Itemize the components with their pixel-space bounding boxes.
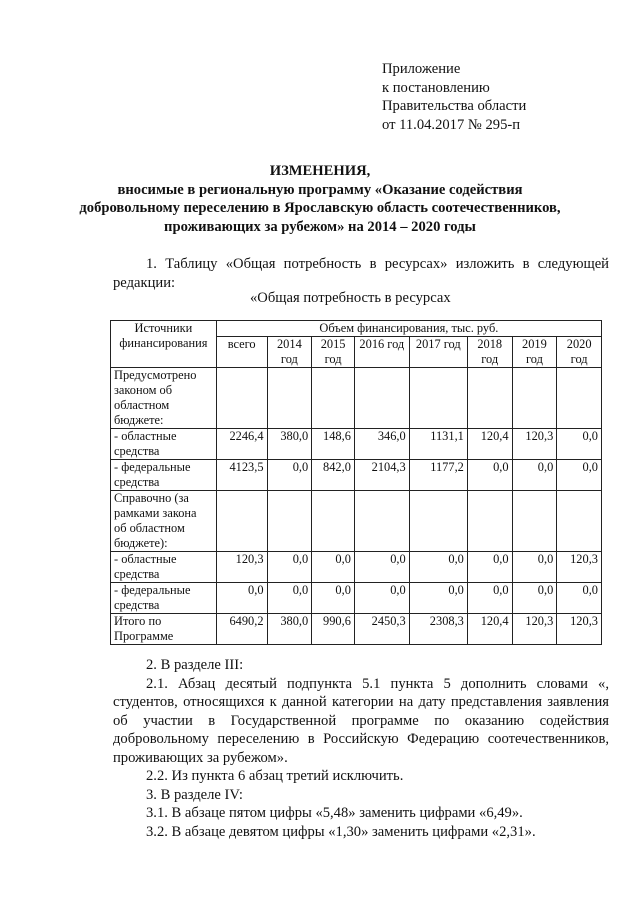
row-label: Итого по Программе [111,614,217,645]
cell-value: 2246,4 [216,429,267,460]
cell-value: 120,4 [467,614,512,645]
cell-value: 2450,3 [354,614,409,645]
header-year: 2015 год [312,337,355,368]
cell-value: 0,0 [312,552,355,583]
item-2-1: 2.1. Абзац десятый подпункта 5.1 пункта 5 дополнить словами «, студентов, относящихся к данной категории на дату представления заявления об участии в Государственной программе по оказанию содействия добровольному переселению в Российскую Федерацию соотечественников, проживающих за рубежом». [113,675,609,766]
appendix-block [382,60,526,134]
table-caption: «Общая потребность в ресурсах [250,290,451,306]
cell-value: 1177,2 [409,460,467,491]
table-row-total [111,614,602,645]
cell-value: 120,3 [512,614,557,645]
header-year: 2014 год [267,337,312,368]
cell-value: 148,6 [312,429,355,460]
header-year: 2018 год [467,337,512,368]
cell-value: 1131,1 [409,429,467,460]
table-row [111,552,602,583]
item-3-1: 3.1. В абзаце пятом цифры «5,48» заменить цифрами «6,49». [146,805,523,821]
cell-value: 6490,2 [216,614,267,645]
cell-value: 2104,3 [354,460,409,491]
cell-value: 0,0 [467,583,512,614]
cell-value: 346,0 [354,429,409,460]
cell-value: 842,0 [312,460,355,491]
header-year: 2019 год [512,337,557,368]
appendix-line: Правительства области [382,98,527,114]
cell-value: 0,0 [409,552,467,583]
cell-value: 0,0 [512,552,557,583]
cell-value: 380,0 [267,429,312,460]
cell-value: 0,0 [267,583,312,614]
table-row [111,460,602,491]
header-source: Источники финансирования [111,321,217,368]
item-2: 2. В разделе III: [146,657,244,673]
cell-value: 0,0 [216,583,267,614]
cell-value: 0,0 [409,583,467,614]
section-label: Предусмотрено законом об областном бюджете: [111,368,217,429]
title-line: проживающих за рубежом» на 2014 – 2020 годы [164,218,476,235]
header-total: всего [216,337,267,368]
header-volume: Объем финансирования, тыс. руб. [216,321,601,337]
appendix-line: Приложение [382,61,461,77]
cell-value: 4123,5 [216,460,267,491]
cell-value: 0,0 [467,460,512,491]
row-label: - областные средства [111,552,217,583]
cell-value: 0,0 [557,429,602,460]
table-row [111,583,602,614]
section-label: Справочно (за рамками закона об областном бюджете): [111,491,217,552]
cell-value: 0,0 [557,583,602,614]
financing-table [110,320,602,645]
table-header-row [111,321,602,337]
document-title [40,162,600,236]
appendix-line: от 11.04.2017 № 295-п [382,116,521,133]
cell-value: 0,0 [557,460,602,491]
cell-value: 120,3 [557,552,602,583]
cell-value: 380,0 [267,614,312,645]
cell-value: 120,3 [512,429,557,460]
appendix-line: к постановлению [382,79,490,96]
title-line: вносимые в региональную программу «Оказание содействия [117,181,523,198]
cell-value: 2308,3 [409,614,467,645]
item-3: 3. В разделе IV: [146,786,243,803]
cell-value: 120,3 [216,552,267,583]
cell-value: 0,0 [467,552,512,583]
cell-value: 0,0 [354,583,409,614]
cell-value: 120,4 [467,429,512,460]
row-label: - областные средства [111,429,217,460]
cell-value: 0,0 [354,552,409,583]
header-year: 2020 год [557,337,602,368]
section-row [111,368,602,429]
item-1-paragraph: 1. Таблицу «Общая потребность в ресурсах» изложить в следующей редакции: [113,256,609,291]
header-year: 2017 год [409,337,467,368]
row-label: - федеральные средства [111,460,217,491]
cell-value: 0,0 [512,460,557,491]
cell-value: 0,0 [512,583,557,614]
section-row [111,491,602,552]
cell-value: 120,3 [557,614,602,645]
row-label: - федеральные средства [111,583,217,614]
cell-value: 0,0 [312,583,355,614]
cell-value: 990,6 [312,614,355,645]
cell-value: 0,0 [267,552,312,583]
amendments-block [113,656,609,841]
table-row [111,429,602,460]
cell-value: 0,0 [267,460,312,491]
title-heading: ИЗМЕНЕНИЯ, [269,163,371,179]
item-3-2: 3.2. В абзаце девятом цифры «1,30» заменить цифрами «2,31». [146,823,536,840]
header-year: 2016 год [354,337,409,368]
item-2-2: 2.2. Из пункта 6 абзац третий исключить. [146,768,404,784]
title-line: добровольному переселению в Ярославскую область соотечественников, [79,200,561,216]
